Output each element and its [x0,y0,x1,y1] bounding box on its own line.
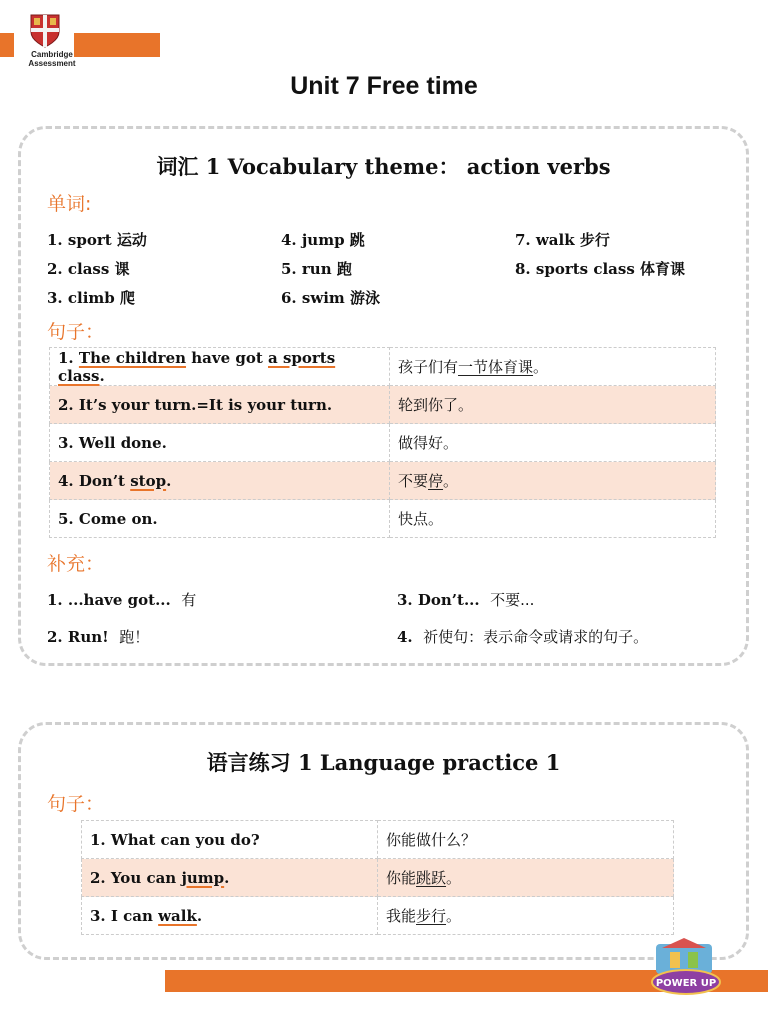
english-cell: 1. What can you do? [82,821,378,859]
chinese-cell: 你能跳跃。 [378,859,674,897]
table-row [50,424,716,462]
practice-table [81,820,674,935]
header-bar [74,33,160,57]
extra-item: 3. Don’t... 不要... [397,591,535,609]
english-cell: 3. Well done. [50,424,390,462]
vocab-item: 8. sports class 体育课 [515,260,685,278]
shield-icon [30,14,60,48]
english-cell: 2. It’s your turn.=It is your turn. [50,386,390,424]
page-title: Unit 7 Free time [290,72,478,100]
vocab-item: 1. sport 运动 [47,231,147,249]
words-label: 单词: [47,193,92,215]
extra-label: 补充： [47,553,105,575]
chinese-cell: 轮到你了。 [390,386,716,424]
vocab-item: 5. run 跑 [281,260,352,278]
chinese-cell: 你能做什么？ [378,821,674,859]
table-row [50,348,716,386]
table-row [82,897,674,935]
extra-item: 2. Run! 跑！ [47,628,150,646]
vocab-item: 4. jump 跳 [281,231,365,249]
english-cell: 5. Come on. [50,500,390,538]
practice-section-title: 语言练习 1 Language practice 1 [206,750,561,775]
vocab-item: 6. swim 游泳 [281,289,381,307]
brand-line2: Assessment [28,59,76,68]
table-row [50,462,716,500]
chinese-cell: 做得好。 [390,424,716,462]
english-cell: 1. The children have got a sports class. [50,348,390,386]
vocabulary-panel [18,126,749,666]
practice-panel [18,722,749,960]
extra-item: 1. ...have got... 有 [47,591,197,609]
extra-item: 4. 祈使句：表示命令或请求的句子。 [397,628,649,646]
english-cell: 3. I can walk. [82,897,378,935]
chinese-cell: 快点。 [390,500,716,538]
power-up-badge [648,936,724,1002]
table-row [50,500,716,538]
vocab-item: 2. class 课 [47,260,130,278]
table-row [82,821,674,859]
sentences-label: 句子： [47,321,105,343]
brand-line1: Cambridge [31,50,73,59]
vocab-item: 3. climb 爬 [47,289,135,307]
chinese-cell: 孩子们有一节体育课。 [390,348,716,386]
table-row [50,386,716,424]
table-row [82,859,674,897]
cambridge-logo [18,14,78,72]
english-cell: 2. You can jump. [82,859,378,897]
chinese-cell: 我能步行。 [378,897,674,935]
english-cell: 4. Don’t stop. [50,462,390,500]
vocab-section-title: 词汇 1 Vocabulary theme： action verbs [156,154,611,179]
chinese-cell: 不要停。 [390,462,716,500]
sentence-table [49,347,716,538]
badge-text: POWER UP [655,978,717,989]
header-bar-left [0,33,14,57]
practice-sentences-label: 句子： [47,793,105,815]
vocab-item: 7. walk 步行 [515,231,610,249]
